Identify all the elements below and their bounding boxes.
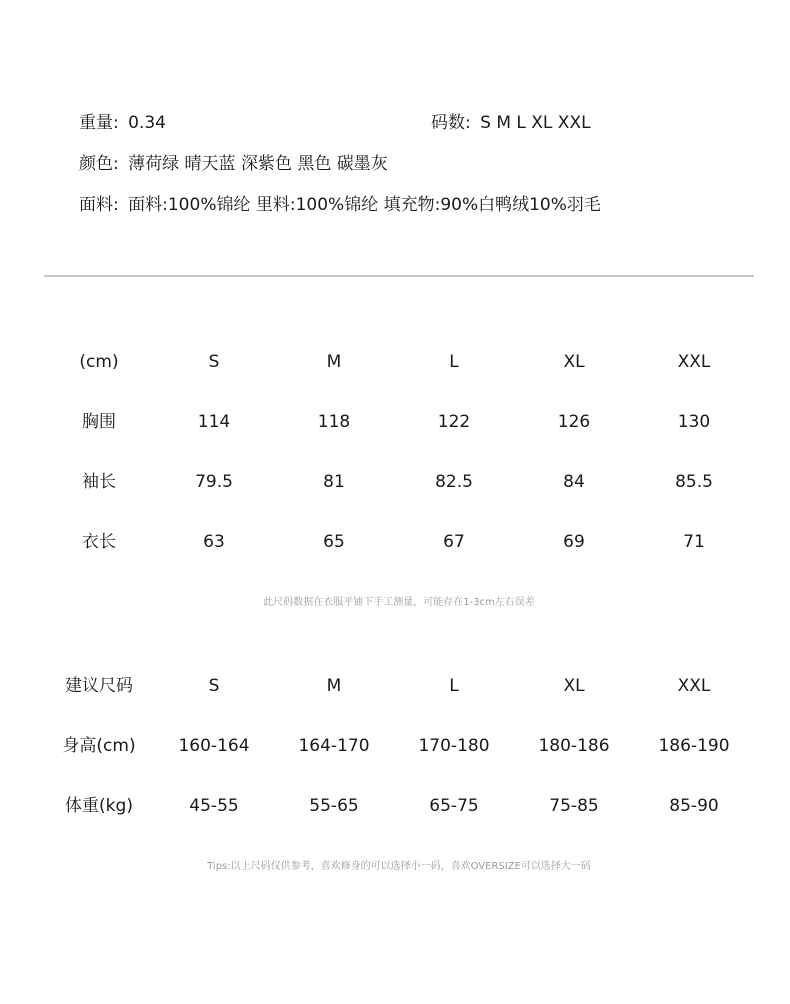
table-cell: 122	[437, 412, 471, 432]
table-cell: M	[326, 352, 342, 372]
suggestion-header-row	[0, 674, 790, 698]
table-row	[0, 470, 790, 494]
table-cell: 75-85	[549, 796, 599, 816]
info-row-sizes	[431, 112, 591, 134]
weight-value: 0.34	[128, 113, 166, 133]
section-divider	[44, 275, 754, 277]
table-cell: 164-170	[298, 736, 370, 756]
table-cell: 85.5	[675, 472, 713, 492]
measurement-note: 此尺码数据在衣服平铺下手工测量，可能存在1-3cm左右误差	[263, 597, 535, 608]
info-row-weight	[79, 112, 166, 134]
measurement-header-row	[0, 350, 790, 374]
table-cell: L	[449, 676, 459, 696]
table-cell: 45-55	[189, 796, 239, 816]
table-cell: S	[208, 676, 220, 696]
table-cell: 186-190	[658, 736, 730, 756]
table-cell: 65	[323, 532, 345, 552]
table-cell: 160-164	[178, 736, 250, 756]
sizes-value: S M L XL XXL	[480, 113, 591, 133]
table-cell: 180-186	[538, 736, 610, 756]
color-value: 薄荷绿 晴天蓝 深紫色 黑色 碳墨灰	[128, 154, 388, 174]
table-cell: 建议尺码	[65, 676, 133, 696]
table-cell: XXL	[677, 676, 711, 696]
table-cell: 69	[563, 532, 585, 552]
size-tips-note: Tips:以上尺码仅供参考，喜欢修身的可以选择小一码，喜欢OVERSIZE可以选择大一码	[207, 861, 591, 872]
table-cell: L	[449, 352, 459, 372]
table-row	[0, 530, 790, 554]
table-row	[0, 794, 790, 818]
info-row-fabric	[79, 194, 601, 216]
table-cell: XL	[563, 352, 585, 372]
table-cell: 65-75	[429, 796, 479, 816]
table-row	[0, 410, 790, 434]
table-cell: XL	[563, 676, 585, 696]
table-cell: 118	[317, 412, 351, 432]
table-cell: 71	[683, 532, 705, 552]
table-cell: 63	[203, 532, 225, 552]
table-cell: 81	[323, 472, 345, 492]
table-cell: XXL	[677, 352, 711, 372]
table-cell: 袖长	[82, 472, 116, 492]
table-cell: 126	[557, 412, 591, 432]
table-cell: (cm)	[79, 352, 119, 372]
sizes-label: 码数:	[431, 113, 471, 133]
table-cell: 55-65	[309, 796, 359, 816]
table-cell: 85-90	[669, 796, 719, 816]
table-cell: S	[208, 352, 220, 372]
table-cell: 84	[563, 472, 585, 492]
table-cell: 114	[197, 412, 231, 432]
color-label: 颜色:	[79, 154, 119, 174]
info-row-color	[79, 153, 388, 175]
fabric-value: 面料:100%锦纶 里料:100%锦纶 填充物:90%白鸭绒10%羽毛	[128, 195, 601, 215]
table-cell: 67	[443, 532, 465, 552]
fabric-label: 面料:	[79, 195, 119, 215]
table-cell: 79.5	[195, 472, 233, 492]
table-row	[0, 734, 790, 758]
table-cell: 衣长	[82, 532, 116, 552]
table-cell: 170-180	[418, 736, 490, 756]
table-cell: 胸围	[82, 412, 116, 432]
table-cell: M	[326, 676, 342, 696]
table-cell: 身高(cm)	[62, 736, 136, 756]
table-cell: 130	[677, 412, 711, 432]
table-cell: 82.5	[435, 472, 473, 492]
weight-label: 重量:	[79, 113, 119, 133]
table-cell: 体重(kg)	[65, 796, 133, 816]
